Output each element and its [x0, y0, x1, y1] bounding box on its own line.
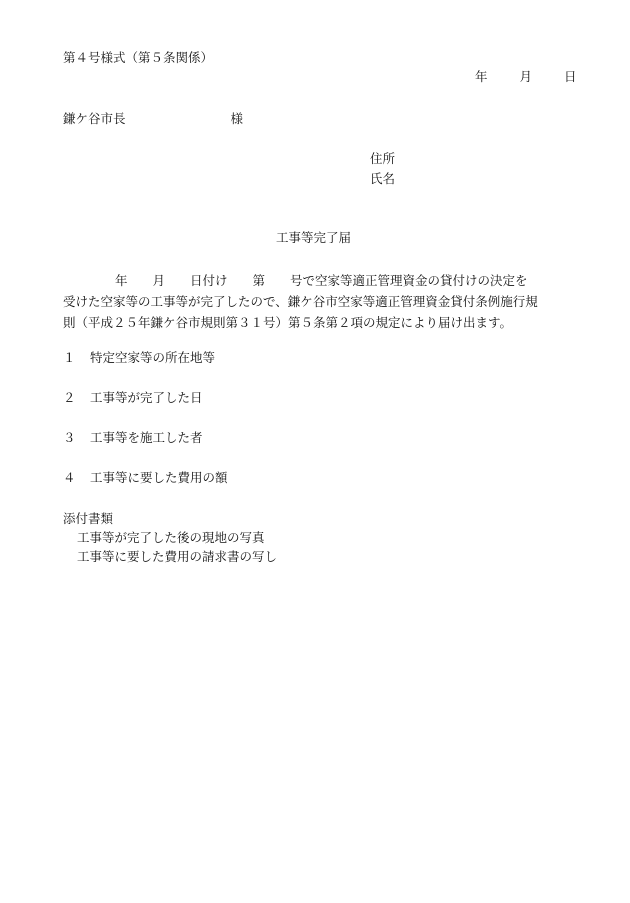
list-item — [63, 392, 203, 405]
item-number: ２ — [63, 390, 76, 405]
item-label: 工事等に要した費用の額 — [90, 470, 228, 485]
item-number: ３ — [63, 430, 76, 445]
list-item — [63, 472, 228, 485]
item-label: 工事等が完了した日 — [90, 390, 203, 405]
body-line-1: 年 月 日付け 第 号で空家等適正管理資金の貸付けの決定を — [115, 273, 528, 288]
form-number: 第４号様式（第５条関係） — [63, 50, 214, 65]
applicant-address-label: 住所 — [370, 151, 396, 166]
attachment-item: 工事等が完了した後の現地の写真 — [77, 530, 265, 545]
date-month-label: 月 — [519, 69, 533, 84]
list-item — [63, 432, 203, 445]
item-label: 工事等を施工した者 — [90, 430, 203, 445]
item-label: 特定空家等の所在地等 — [90, 350, 216, 365]
attachments-heading: 添付書類 — [63, 511, 114, 526]
body-line-2: 受けた空家等の工事等が完了したので、鎌ケ谷市空家等適正管理資金貸付条例施行規 — [63, 294, 538, 309]
addressee-honorific: 様 — [230, 111, 244, 126]
item-number: ４ — [63, 470, 76, 485]
date-line — [475, 71, 577, 84]
body-paragraph — [63, 270, 583, 333]
list-item — [63, 352, 215, 365]
date-day-label: 日 — [564, 69, 577, 84]
applicant-name-label: 氏名 — [370, 171, 396, 186]
addressee-line — [63, 113, 243, 126]
item-number: １ — [63, 350, 76, 365]
attachment-item: 工事等に要した費用の請求書の写し — [77, 549, 278, 564]
addressee-name: 鎌ケ谷市長 — [63, 111, 126, 126]
date-year-label: 年 — [475, 69, 488, 84]
body-line-3: 則（平成２５年鎌ケ谷市規則第３１号）第５条第２項の規定により届け出ます。 — [63, 315, 513, 330]
document-title: 工事等完了届 — [276, 230, 352, 245]
